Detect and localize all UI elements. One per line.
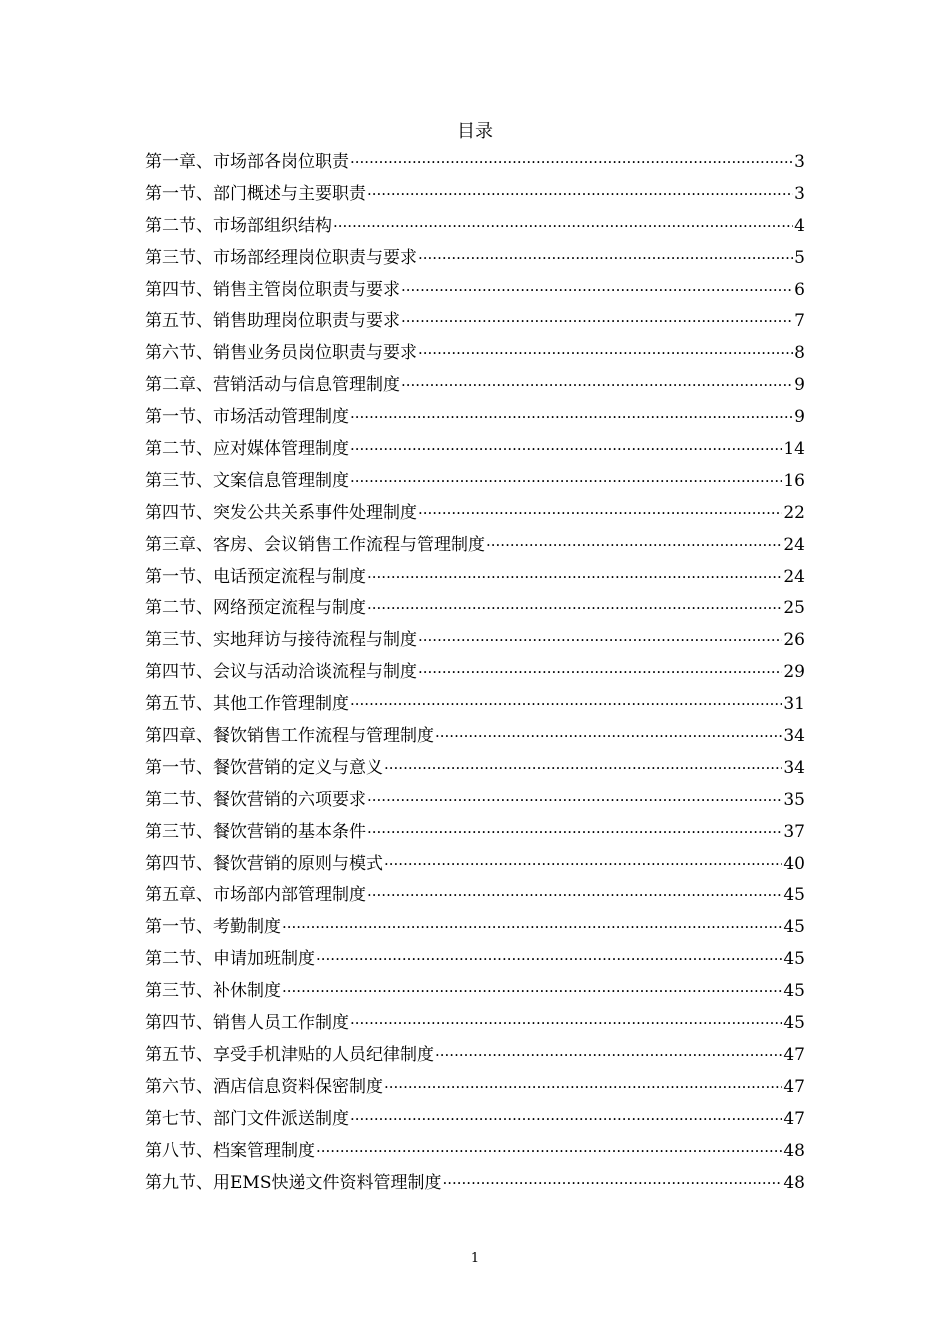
toc-dot-leader [418,625,782,657]
toc-entry-page: 47 [783,1108,805,1129]
toc-dot-leader [282,912,782,944]
toc-entry-page: 48 [783,1140,805,1161]
toc-entry-page: 26 [783,630,805,651]
toc-entry[interactable] [145,306,805,338]
toc-entry-title: 第一节、市场活动管理制度 [145,407,349,428]
toc-dot-leader [316,1136,782,1168]
toc-entry[interactable] [145,976,805,1008]
toc-entry-title: 第五节、销售助理岗位职责与要求 [145,311,400,332]
toc-dot-leader [350,434,782,466]
toc-entry-title: 第一节、电话预定流程与制度 [145,566,366,587]
toc-entry-title: 第四节、餐饮营销的原则与模式 [145,853,383,874]
toc-dot-leader [350,466,782,498]
toc-entry-page: 34 [783,757,805,778]
toc-dot-leader [442,1168,782,1200]
toc-entry-page: 25 [783,598,805,619]
toc-entry[interactable] [145,1168,805,1200]
toc-entry-title: 第一节、餐饮营销的定义与意义 [145,757,383,778]
toc-entry[interactable] [145,338,805,370]
toc-entry[interactable] [145,753,805,785]
toc-dot-leader [486,530,782,562]
page-number: 1 [470,1251,480,1266]
toc-entry-page: 5 [794,247,805,268]
toc-dot-leader [435,1040,782,1072]
toc-dot-leader [367,785,782,817]
toc-entry-page: 40 [783,853,805,874]
toc-entry-page: 24 [783,566,805,587]
toc-entry-title: 第一节、部门概述与主要职责 [145,183,366,204]
toc-entry[interactable] [145,880,805,912]
toc-entry-title: 第四节、突发公共关系事件处理制度 [145,502,417,523]
toc-entry-title: 第二章、营销活动与信息管理制度 [145,375,400,396]
toc-entry-page: 22 [783,502,805,523]
toc-entry[interactable] [145,179,805,211]
toc-entry[interactable] [145,275,805,307]
toc-dot-leader [367,593,782,625]
toc-entry-title: 第五节、享受手机津贴的人员纪律制度 [145,1044,434,1065]
toc-dot-leader [350,689,782,721]
toc-entry[interactable] [145,466,805,498]
toc-entry-page: 9 [794,375,805,396]
toc-entry[interactable] [145,370,805,402]
toc-entry-page: 45 [783,1013,805,1034]
toc-dot-leader [350,402,793,434]
toc-dot-leader [401,306,793,338]
toc-entry-title: 第一章、市场部各岗位职责 [145,152,349,172]
toc-entry[interactable] [145,1040,805,1072]
toc-entry[interactable] [145,1072,805,1104]
toc-dot-leader [418,657,782,689]
toc-entry-title: 第一节、考勤制度 [145,917,281,938]
toc-dot-leader [435,721,782,753]
toc-entry[interactable] [145,434,805,466]
toc-dot-leader [350,147,793,179]
toc-entry-page: 3 [794,152,805,172]
toc-entry[interactable] [145,530,805,562]
toc-entry[interactable] [145,562,805,594]
toc-entry-page: 29 [783,662,805,683]
toc-dot-leader [401,275,793,307]
toc-dot-leader [401,370,793,402]
toc-entry-title: 第四节、销售人员工作制度 [145,1013,349,1034]
toc-entry-title: 第二节、市场部组织结构 [145,215,332,236]
toc-entry-title: 第九节、用EMS快递文件资料管理制度 [145,1172,442,1193]
toc-entry-page: 45 [783,917,805,938]
toc-dot-leader [333,211,793,243]
toc-entry-title: 第二节、网络预定流程与制度 [145,598,366,619]
toc-dot-leader [316,944,782,976]
toc-entry-title: 第四节、会议与活动洽谈流程与制度 [145,662,417,683]
toc-dot-leader [367,179,793,211]
toc-entry-title: 第六节、销售业务员岗位职责与要求 [145,343,417,364]
toc-entry-page: 14 [783,439,805,460]
toc-entry-page: 9 [794,407,805,428]
toc-entry-page: 45 [783,981,805,1002]
toc-entry[interactable] [145,243,805,275]
toc-entry[interactable] [145,1008,805,1040]
toc-dot-leader [350,1104,782,1136]
toc-entry-page: 31 [783,694,805,715]
table-of-contents [145,147,805,1199]
toc-dot-leader [282,976,782,1008]
toc-entry-title: 第三节、补休制度 [145,981,281,1002]
toc-entry-title: 第八节、档案管理制度 [145,1140,315,1161]
toc-entry-title: 第二节、餐饮营销的六项要求 [145,789,366,810]
toc-entry[interactable] [145,849,805,881]
toc-entry-page: 45 [783,885,805,906]
toc-entry-page: 6 [794,279,805,300]
toc-entry-title: 第五节、其他工作管理制度 [145,694,349,715]
toc-dot-leader [418,338,793,370]
toc-dot-leader [367,562,782,594]
toc-entry[interactable] [145,1104,805,1136]
toc-entry-page: 47 [783,1044,805,1065]
toc-entry-page: 48 [783,1172,805,1193]
toc-entry-page: 45 [783,949,805,970]
toc-entry[interactable] [145,593,805,625]
toc-entry-page: 47 [783,1076,805,1097]
toc-dot-leader [418,498,782,530]
toc-entry[interactable] [145,147,805,179]
toc-entry[interactable] [145,1136,805,1168]
toc-entry-title: 第四章、餐饮销售工作流程与管理制度 [145,726,434,747]
toc-entry-page: 35 [783,789,805,810]
toc-entry[interactable] [145,211,805,243]
toc-title: 目录 [457,121,493,142]
toc-entry-title: 第三节、文案信息管理制度 [145,470,349,491]
toc-dot-leader [384,849,782,881]
toc-entry-page: 24 [783,534,805,555]
toc-entry-title: 第四节、销售主管岗位职责与要求 [145,279,400,300]
toc-entry-title: 第二节、申请加班制度 [145,949,315,970]
toc-dot-leader [384,753,782,785]
toc-dot-leader [418,243,793,275]
toc-entry[interactable] [145,817,805,849]
toc-entry-page: 4 [794,215,805,236]
toc-entry-title: 第二节、应对媒体管理制度 [145,439,349,460]
toc-entry-title: 第三节、市场部经理岗位职责与要求 [145,247,417,268]
toc-entry[interactable] [145,785,805,817]
toc-entry[interactable] [145,657,805,689]
toc-dot-leader [350,1008,782,1040]
toc-entry-page: 7 [794,311,805,332]
toc-entry[interactable] [145,689,805,721]
toc-dot-leader [367,880,782,912]
toc-entry-page: 3 [794,183,805,204]
toc-entry[interactable] [145,721,805,753]
toc-entry-title: 第六节、酒店信息资料保密制度 [145,1076,383,1097]
toc-entry-title: 第五章、市场部内部管理制度 [145,885,366,906]
toc-entry-page: 16 [783,470,805,491]
toc-entry-title: 第三章、客房、会议销售工作流程与管理制度 [145,534,485,555]
toc-entry[interactable] [145,944,805,976]
toc-entry-title: 第七节、部门文件派送制度 [145,1108,349,1129]
toc-entry-title: 第三节、实地拜访与接待流程与制度 [145,630,417,651]
toc-entry-page: 8 [794,343,805,364]
toc-dot-leader [367,817,782,849]
toc-entry[interactable] [145,912,805,944]
toc-entry-page: 37 [783,821,805,842]
toc-entry[interactable] [145,498,805,530]
toc-entry[interactable] [145,402,805,434]
toc-dot-leader [384,1072,782,1104]
toc-entry-page: 34 [783,726,805,747]
toc-entry-title: 第三节、餐饮营销的基本条件 [145,821,366,842]
toc-entry[interactable] [145,625,805,657]
